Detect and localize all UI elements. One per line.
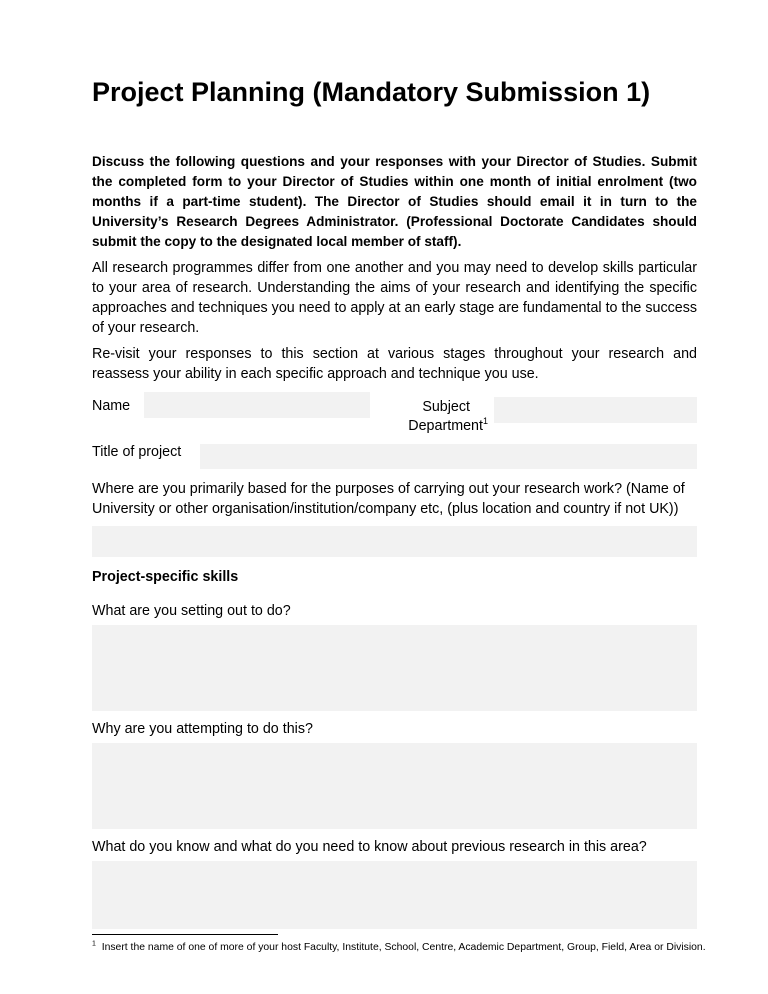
department-label-line bbox=[370, 417, 488, 436]
subject-department-label bbox=[370, 392, 494, 436]
page-title: Project Planning (Mandatory Submission 1) bbox=[92, 77, 651, 107]
name-subject-row bbox=[92, 392, 697, 436]
instructions-paragraph: All research programmes differ from one another and you may need to develop skills particular to your area of research. Understanding the aims of your research and identifying the specific approaches and techniques you need to apply at an early stage are fundamental to the success of your research. bbox=[92, 260, 697, 336]
title-row bbox=[92, 442, 697, 469]
location-input[interactable] bbox=[92, 526, 697, 557]
revisit-paragraph: Re-visit your responses to this section at various stages throughout your research and reassess your ability in each specific approach and technique you use. bbox=[92, 346, 697, 382]
instructions-bold: Discuss the following questions and your responses with your Director of Studies. Submit the completed form to your Director of Studies within one month of initial enrolment (two months if a part-time student). The Director of Studies should email it in turn to the University’s Research Degrees Administrator. (Professional Doctorate Candidates should submit the copy to the designated local member of staff). bbox=[92, 154, 697, 249]
location-question: Where are you primarily based for the purposes of carrying out your research work? (Name of University or other organisation/institution/company etc, (plus location and country if not UK)) bbox=[92, 481, 685, 517]
subject-label-line: Subject bbox=[422, 399, 470, 415]
title-of-project-input[interactable] bbox=[200, 444, 697, 469]
answer-3-input[interactable] bbox=[92, 861, 697, 929]
name-input[interactable] bbox=[144, 392, 370, 418]
question-1: What are you setting out to do? bbox=[92, 603, 291, 619]
answer-1-input[interactable] bbox=[92, 625, 697, 711]
department-text: Department bbox=[408, 418, 483, 434]
footnote-reference: 1 bbox=[482, 416, 488, 427]
footnote-text: Insert the name of one of more of your host Faculty, Institute, School, Centre, Academic Department, Group, Field, Area or Division. bbox=[101, 942, 706, 953]
name-label: Name bbox=[92, 398, 131, 414]
footnote bbox=[92, 940, 706, 955]
footnote-divider bbox=[92, 934, 278, 935]
subject-department-input[interactable] bbox=[494, 397, 697, 423]
title-of-project-label: Title of project bbox=[92, 444, 182, 460]
question-3: What do you know and what do you need to know about previous research in this area? bbox=[92, 839, 647, 855]
answer-2-input[interactable] bbox=[92, 743, 697, 829]
question-2: Why are you attempting to do this? bbox=[92, 721, 313, 737]
section-heading: Project-specific skills bbox=[92, 569, 239, 585]
footnote-mark: 1 bbox=[92, 940, 96, 948]
